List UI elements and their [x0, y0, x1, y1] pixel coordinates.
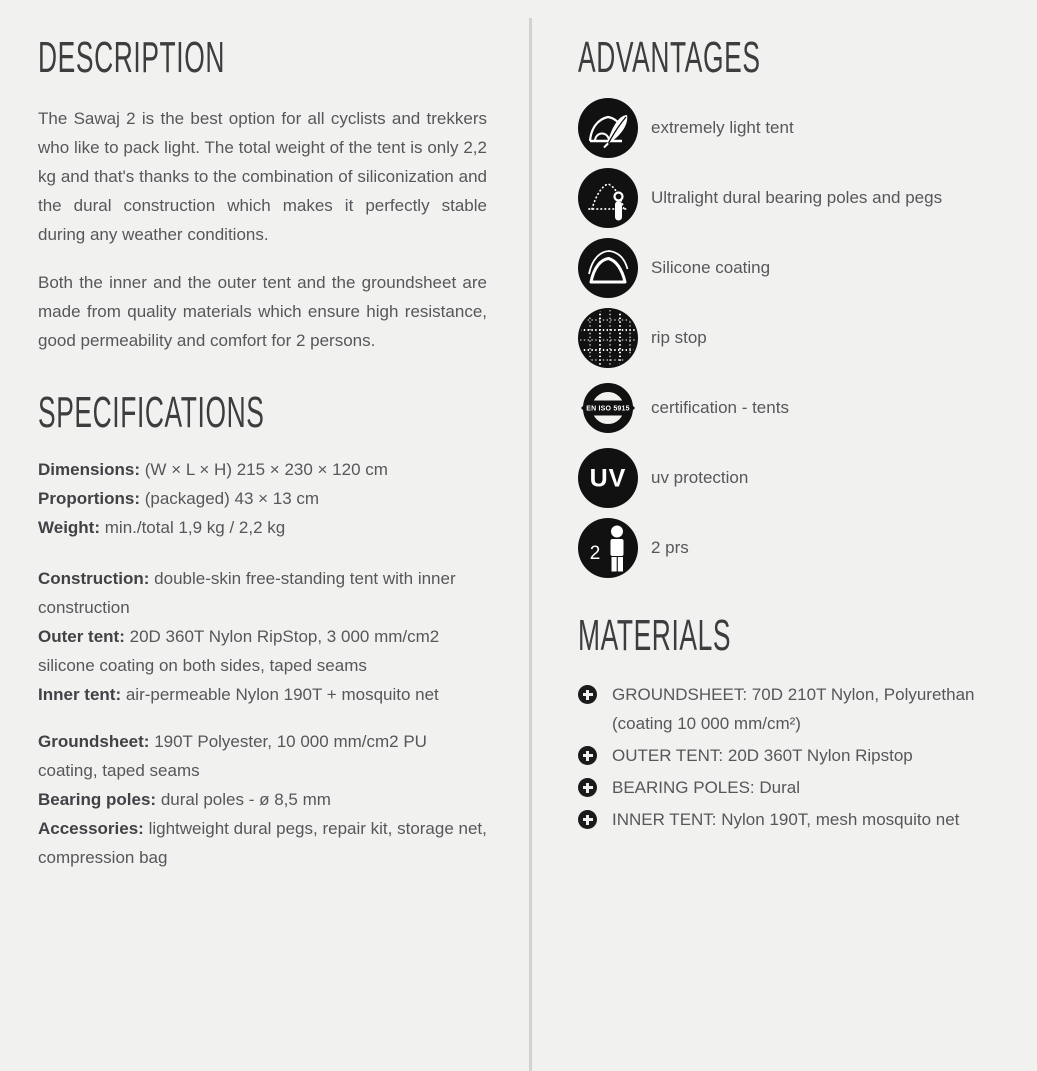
advantage-item [578, 378, 1026, 438]
advantage-label: extremely light tent [651, 118, 794, 137]
spec-row-groundsheet [38, 727, 487, 785]
spec-row-outer-tent [38, 622, 487, 680]
spec-group-dimensions [38, 455, 487, 542]
advantages-heading: ADVANTAGES [578, 33, 761, 82]
material-text: INNER TENT: Nylon 190T, mesh mosquito net [612, 810, 960, 829]
description-paragraph-2: Both the inner and the outer tent and the groundsheet are made from quality materials which ensure high resistance, good permeability and comfort for 2 persons. [38, 273, 487, 350]
spec-label: Construction: [38, 569, 150, 588]
right-column [578, 0, 1026, 837]
spec-value: (packaged) 43 × 13 cm [144, 489, 320, 508]
advantage-item [578, 168, 1026, 228]
spec-label: Proportions: [38, 489, 140, 508]
silicone-coating-icon [578, 238, 638, 298]
certification-badge-icon [578, 378, 638, 438]
plus-bullet-icon [578, 685, 597, 704]
spec-value: 190T Polyester, 10 000 mm/cm2 PU coating, taped seams [38, 732, 427, 780]
tent-poles-peg-icon [578, 168, 638, 228]
spec-group-groundsheet [38, 727, 487, 872]
plus-bullet-icon [578, 746, 597, 765]
certification-badge-text: EN ISO 5915 [586, 405, 630, 413]
advantage-label: Silicone coating [651, 258, 771, 277]
advantage-label: 2 prs [651, 538, 689, 557]
spec-label: Bearing poles: [38, 790, 157, 809]
advantage-label: rip stop [651, 328, 707, 347]
spec-label: Weight: [38, 518, 101, 537]
materials-heading: MATERIALS [578, 611, 732, 660]
advantage-label: uv protection [651, 468, 749, 487]
ripstop-grid-icon [578, 308, 638, 368]
plus-bullet-icon [578, 778, 597, 797]
material-text: GROUNDSHEET: 70D 210T Nylon, Polyurethan (coating 10 000 mm/cm²) [612, 685, 975, 733]
spec-label: Groundsheet: [38, 732, 150, 751]
uv-icon-text: UV [589, 464, 627, 493]
spec-value: air-permeable Nylon 190T + mosquito net [125, 685, 439, 704]
spec-group-construction [38, 564, 487, 709]
spec-row-weight [38, 513, 487, 542]
column-divider [529, 18, 532, 1071]
advantage-item [578, 518, 1026, 578]
material-item-bearing-poles [578, 773, 1026, 802]
advantage-item [578, 308, 1026, 368]
material-item-groundsheet [578, 680, 1026, 738]
specifications-heading: SPECIFICATIONS [38, 388, 265, 437]
spec-value: 20D 360T Nylon RipStop, 3 000 mm/cm2 silicone coating on both sides, taped seams [38, 627, 440, 675]
material-text: OUTER TENT: 20D 360T Nylon Ripstop [612, 746, 913, 765]
spec-label: Accessories: [38, 819, 144, 838]
spec-row-inner-tent [38, 680, 487, 709]
advantage-item [578, 238, 1026, 298]
spec-label: Inner tent: [38, 685, 122, 704]
plus-bullet-icon [578, 810, 597, 829]
material-text: BEARING POLES: Dural [612, 778, 801, 797]
advantage-label: Ultralight dural bearing poles and pegs [651, 188, 943, 207]
spec-row-accessories [38, 814, 487, 872]
material-item-inner-tent [578, 805, 1026, 834]
spec-label: Dimensions: [38, 460, 141, 479]
spec-value: min./total 1,9 kg / 2,2 kg [104, 518, 286, 537]
advantage-item [578, 448, 1026, 508]
description-paragraph-1: The Sawaj 2 is the best option for all cyclists and trekkers who like to pack light. The total weight of the tent is only 2,2 kg and that's thanks to the combination of siliconization and the dural construction which makes it perfectly stable during any weather conditions. [38, 109, 487, 244]
spec-row-dimensions [38, 455, 487, 484]
spec-value: lightweight dural pegs, repair kit, storage net, compression bag [38, 819, 487, 867]
material-item-outer-tent [578, 741, 1026, 770]
spec-value: double-skin free-standing tent with inner construction [38, 569, 456, 617]
persons-count-text: 2 [589, 543, 601, 564]
spec-value: (W × L × H) 215 × 230 × 120 cm [144, 460, 388, 479]
advantage-item [578, 98, 1026, 158]
materials-list [578, 680, 1026, 834]
advantage-label: certification - tents [651, 398, 789, 417]
advantages-list [578, 98, 1026, 578]
uv-protection-icon [578, 448, 638, 508]
spec-row-bearing-poles [38, 785, 487, 814]
feather-tent-icon [578, 98, 638, 158]
description-heading: DESCRIPTION [38, 33, 226, 82]
spec-label: Outer tent: [38, 627, 125, 646]
spec-row-proportions [38, 484, 487, 513]
spec-row-construction [38, 564, 487, 622]
left-column [38, 0, 487, 872]
two-persons-icon [578, 518, 638, 578]
spec-value: dural poles - ø 8,5 mm [160, 790, 331, 809]
